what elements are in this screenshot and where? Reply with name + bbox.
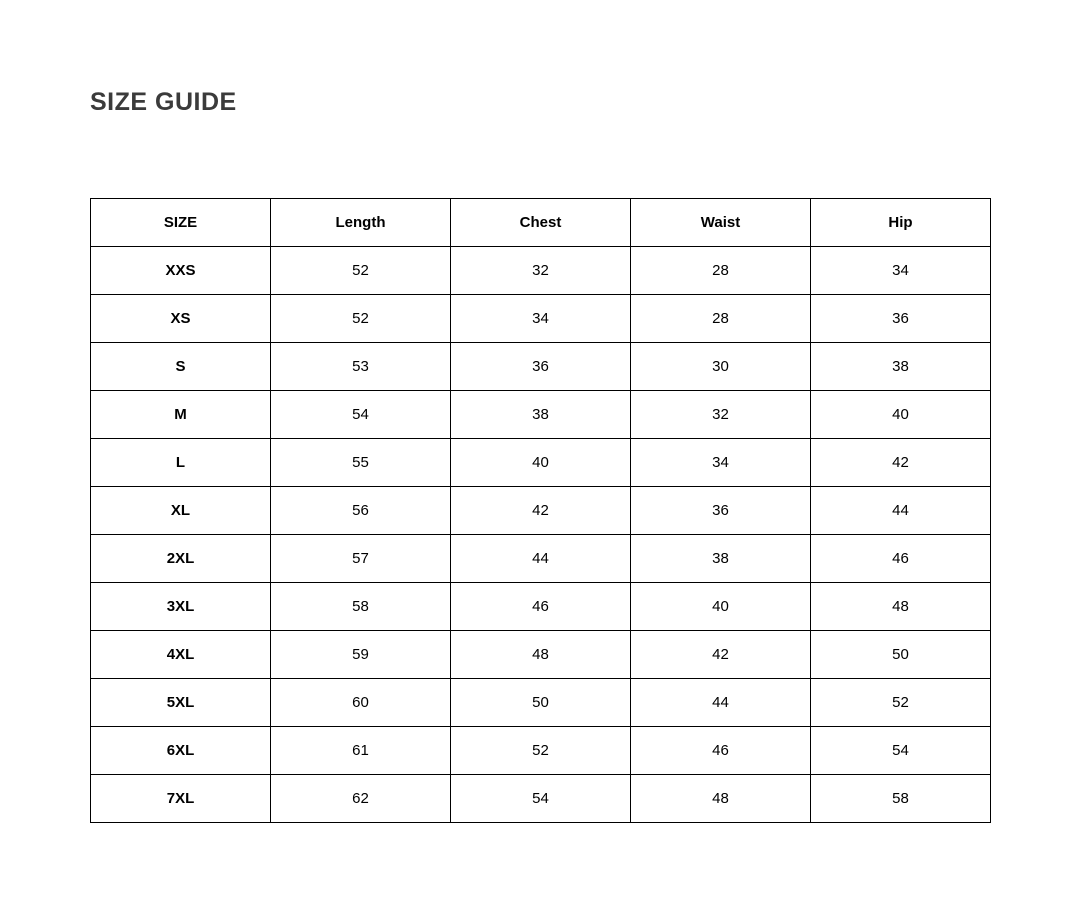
cell-hip: 52 — [811, 679, 991, 727]
table-row — [91, 679, 991, 727]
size-table-container — [90, 198, 990, 823]
table-row — [91, 631, 991, 679]
cell-length: 58 — [271, 583, 451, 631]
cell-hip: 54 — [811, 727, 991, 775]
column-header-waist: Waist — [631, 199, 811, 247]
cell-waist: 48 — [631, 775, 811, 823]
table-row — [91, 439, 991, 487]
cell-chest: 52 — [451, 727, 631, 775]
cell-hip: 38 — [811, 343, 991, 391]
cell-size: 6XL — [91, 727, 271, 775]
cell-hip: 50 — [811, 631, 991, 679]
cell-chest: 44 — [451, 535, 631, 583]
table-body — [91, 247, 991, 823]
table-row — [91, 247, 991, 295]
cell-length: 56 — [271, 487, 451, 535]
cell-length: 60 — [271, 679, 451, 727]
cell-waist: 38 — [631, 535, 811, 583]
cell-length: 59 — [271, 631, 451, 679]
cell-size: XXS — [91, 247, 271, 295]
cell-waist: 42 — [631, 631, 811, 679]
cell-size: 2XL — [91, 535, 271, 583]
table-row — [91, 343, 991, 391]
cell-waist: 28 — [631, 295, 811, 343]
cell-size: L — [91, 439, 271, 487]
table-header-row — [91, 199, 991, 247]
cell-size: 7XL — [91, 775, 271, 823]
cell-size: M — [91, 391, 271, 439]
cell-hip: 58 — [811, 775, 991, 823]
cell-chest: 36 — [451, 343, 631, 391]
column-header-length: Length — [271, 199, 451, 247]
cell-size: 4XL — [91, 631, 271, 679]
cell-chest: 48 — [451, 631, 631, 679]
cell-chest: 50 — [451, 679, 631, 727]
cell-size: 5XL — [91, 679, 271, 727]
cell-waist: 34 — [631, 439, 811, 487]
table-row — [91, 487, 991, 535]
cell-waist: 44 — [631, 679, 811, 727]
cell-hip: 34 — [811, 247, 991, 295]
cell-chest: 42 — [451, 487, 631, 535]
cell-hip: 46 — [811, 535, 991, 583]
cell-length: 61 — [271, 727, 451, 775]
column-header-size: SIZE — [91, 199, 271, 247]
table-row — [91, 583, 991, 631]
cell-length: 52 — [271, 295, 451, 343]
cell-size: XL — [91, 487, 271, 535]
cell-hip: 44 — [811, 487, 991, 535]
cell-hip: 48 — [811, 583, 991, 631]
cell-chest: 32 — [451, 247, 631, 295]
table-row — [91, 535, 991, 583]
cell-chest: 54 — [451, 775, 631, 823]
cell-chest: 46 — [451, 583, 631, 631]
cell-chest: 40 — [451, 439, 631, 487]
cell-chest: 34 — [451, 295, 631, 343]
cell-hip: 40 — [811, 391, 991, 439]
size-guide-table — [90, 198, 991, 823]
table-header — [91, 199, 991, 247]
cell-hip: 42 — [811, 439, 991, 487]
column-header-hip: Hip — [811, 199, 991, 247]
cell-waist: 46 — [631, 727, 811, 775]
cell-waist: 40 — [631, 583, 811, 631]
cell-hip: 36 — [811, 295, 991, 343]
table-row — [91, 775, 991, 823]
cell-chest: 38 — [451, 391, 631, 439]
cell-size: S — [91, 343, 271, 391]
table-row — [91, 295, 991, 343]
column-header-chest: Chest — [451, 199, 631, 247]
cell-size: 3XL — [91, 583, 271, 631]
page-title: SIZE GUIDE — [90, 88, 237, 116]
cell-waist: 36 — [631, 487, 811, 535]
cell-length: 57 — [271, 535, 451, 583]
table-row — [91, 727, 991, 775]
cell-length: 52 — [271, 247, 451, 295]
cell-size: XS — [91, 295, 271, 343]
cell-waist: 30 — [631, 343, 811, 391]
cell-length: 55 — [271, 439, 451, 487]
cell-waist: 28 — [631, 247, 811, 295]
cell-length: 53 — [271, 343, 451, 391]
table-row — [91, 391, 991, 439]
cell-length: 62 — [271, 775, 451, 823]
cell-waist: 32 — [631, 391, 811, 439]
cell-length: 54 — [271, 391, 451, 439]
